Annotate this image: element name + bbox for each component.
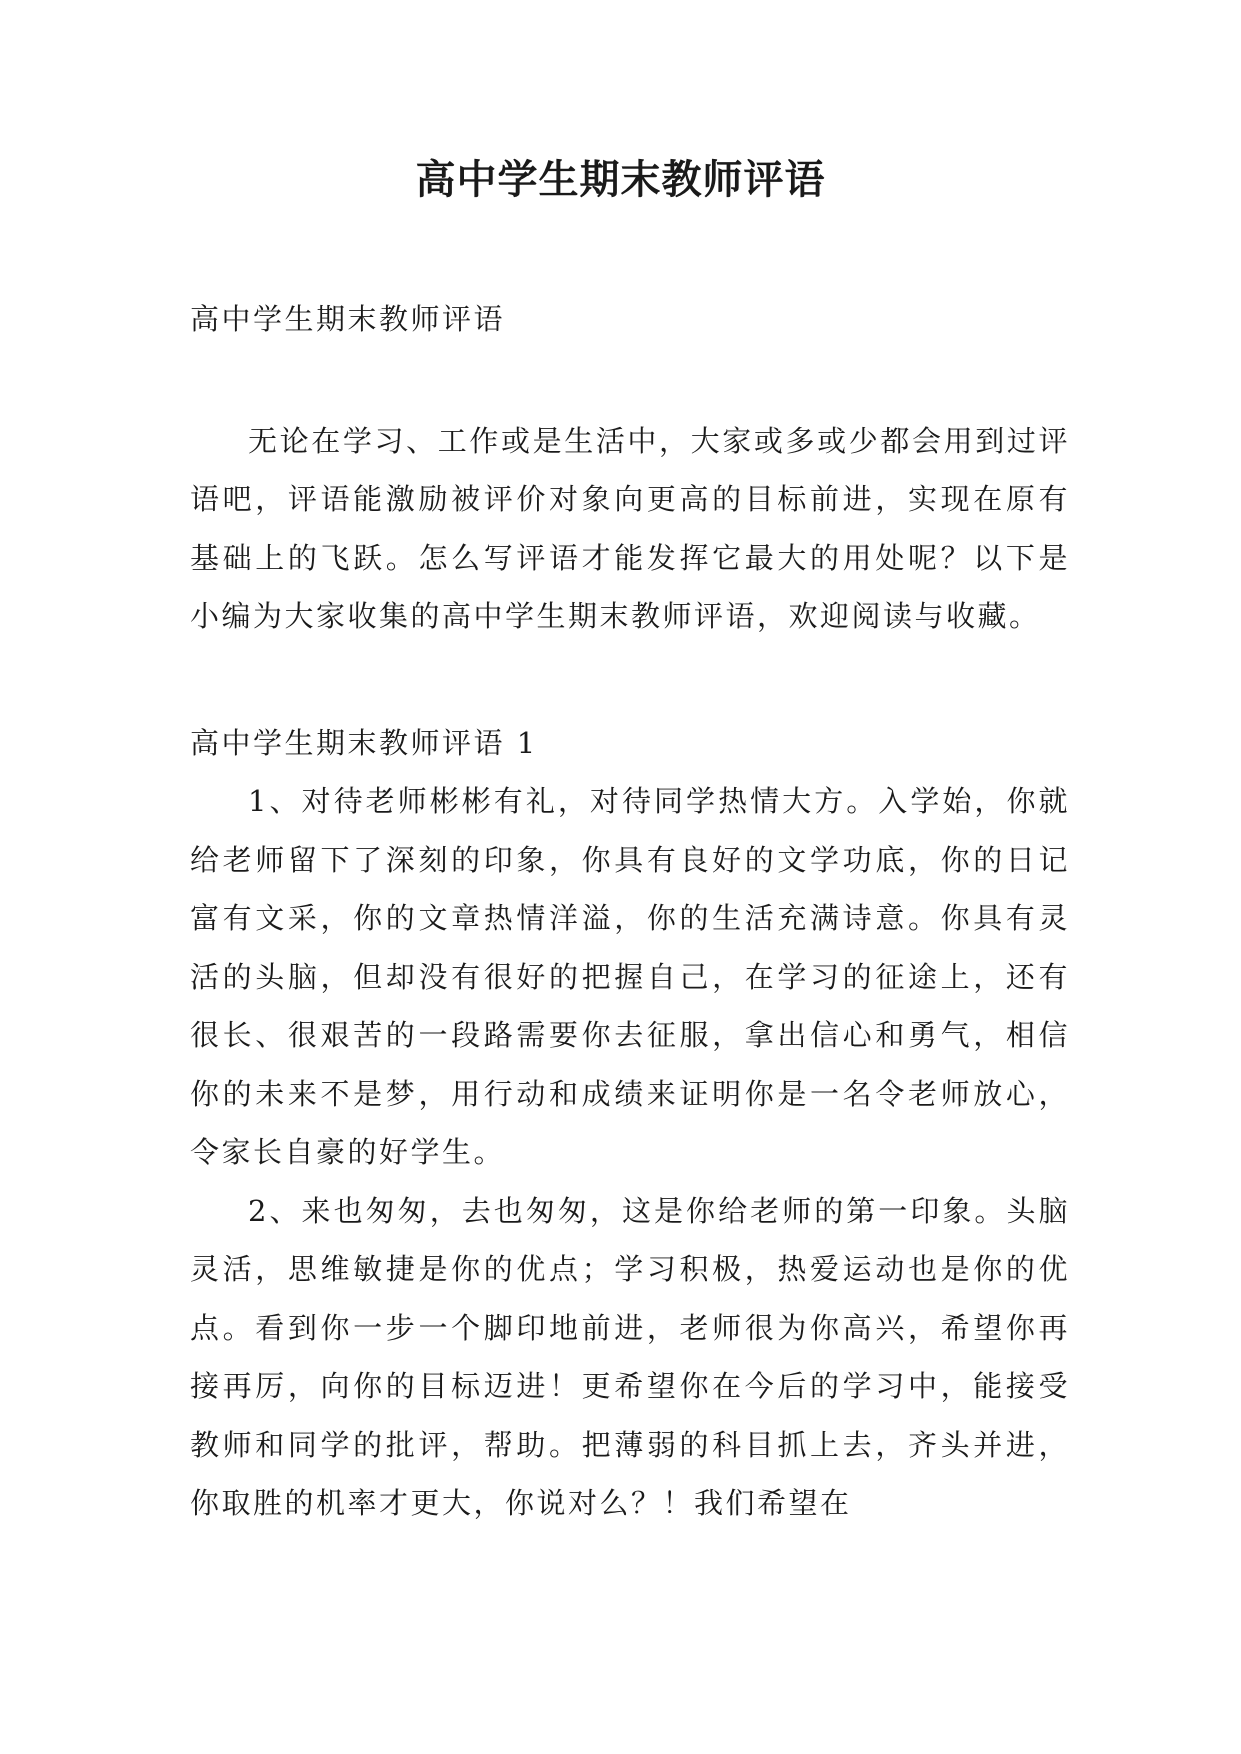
intro-paragraph: 无论在学习、工作或是生活中，大家或多或少都会用到过评语吧，评语能激励被评价对象向更高的目标前进，实现在原有基础上的飞跃。怎么写评语才能发挥它最大的用处呢？以下是小编为大家收集的高中学生期末教师评语，欢迎阅读与收藏。 xyxy=(190,423,1070,633)
comment-paragraph-1: 1、对待老师彬彬有礼，对待同学热情大方。入学始，你就给老师留下了深刻的印象，你具有良好的文学功底，你的日记富有文采，你的文章热情洋溢，你的生活充满诗意。你具有灵活的头脑，但却没有很好的把握自己，在学习的征途上，还有很长、很艰苦的一段路需要你去征服，拿出信心和勇气，相信你的未来不是梦，用行动和成绩来证明你是一名令老师放心，令家长自豪的好学生。 xyxy=(190,784,1070,1169)
spacer xyxy=(190,646,1070,714)
document-subtitle: 高中学生期末教师评语 xyxy=(190,302,506,336)
document-body xyxy=(190,290,1070,1533)
spacer xyxy=(190,349,1070,412)
section-heading: 高中学生期末教师评语 1 xyxy=(190,725,538,760)
document-title: 高中学生期末教师评语 xyxy=(415,156,826,203)
comment-paragraph-2: 2、来也匆匆，去也匆匆，这是你给老师的第一印象。头脑灵活，思维敏捷是你的优点；学习积极，热爱运动也是你的优点。看到你一步一个脚印地前进，老师很为你高兴，希望你再接再厉，向你的目标迈进！更希望你在今后的学习中，能接受教师和同学的批评，帮助。把薄弱的科目抓上去，齐头并进，你取胜的机率才更大，你说对么？！我们希望在 xyxy=(190,1193,1070,1520)
